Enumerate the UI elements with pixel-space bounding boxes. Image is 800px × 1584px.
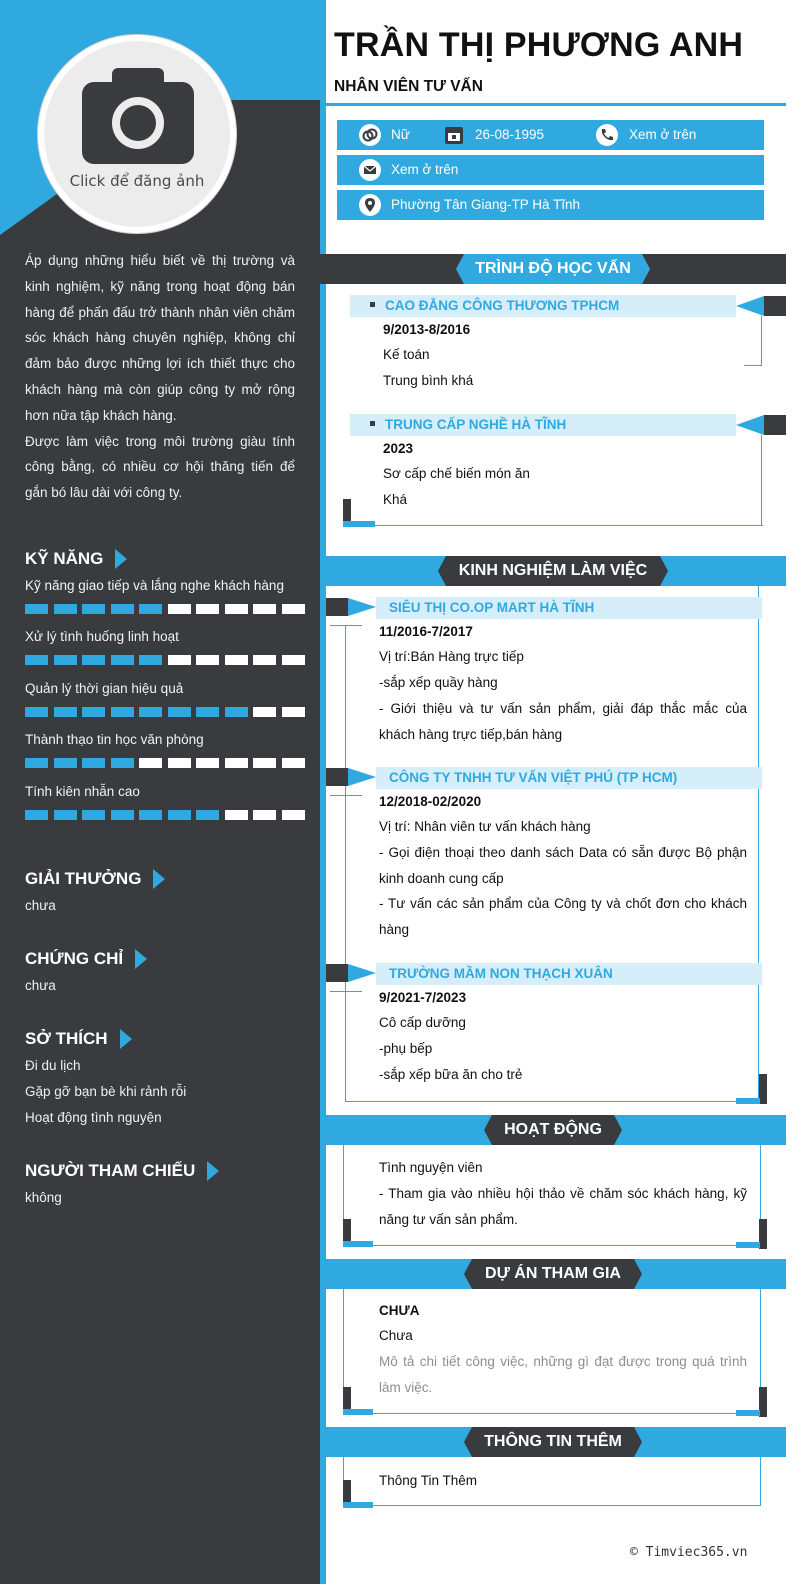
- skill-rating-segment: [196, 810, 219, 820]
- education-header: [320, 254, 786, 284]
- skill-rating-segment: [54, 810, 77, 820]
- email-value[interactable]: Xem ở trên: [391, 162, 459, 177]
- phone-icon: [596, 124, 618, 146]
- skill-rating-segment: [111, 707, 134, 717]
- activity-line: - Tham gia vào nhiều hội thảo về chăm sóc khách hàng, kỹ năng tư vấn sản phẩm.: [379, 1186, 747, 1227]
- skill-rating-segment: [82, 707, 105, 717]
- experience-line: - Giới thiệu và tư vấn sản phẩm, giải đáp thắc mắc của khách hàng trực tiếp,bán hàng: [379, 701, 747, 742]
- experience-time: 9/2021-7/2023: [379, 990, 467, 1005]
- skill-rating-segment: [111, 604, 134, 614]
- projects-header: [320, 1259, 786, 1289]
- education-marker-block: [764, 296, 786, 316]
- calendar-icon: [443, 124, 465, 146]
- experience-line: -sắp xếp bữa ăn cho trẻ: [379, 1067, 523, 1082]
- skill-rating-bar: [25, 707, 305, 717]
- skill-rating-segment: [225, 758, 248, 768]
- extra-info-header: [320, 1427, 786, 1457]
- email-icon: [359, 159, 381, 181]
- date-of-birth: 26-08-1995: [475, 127, 545, 142]
- education-grade: Khá: [383, 492, 408, 507]
- objective-paragraph: Được làm việc trong môi trường giàu tính công bằng, có nhiều cơ hội thăng tiến để gắn bó lâu dài với công ty.: [25, 433, 295, 501]
- hobbies-heading: SỞ THÍCH: [25, 1028, 132, 1050]
- skill-rating-segment: [25, 758, 48, 768]
- skill-rating-segment: [25, 810, 48, 820]
- extra-info-heading: THÔNG TIN THÊM: [484, 1433, 622, 1450]
- triangle-arrow-icon: [135, 949, 147, 969]
- skill-rating-segment: [82, 655, 105, 665]
- objective-paragraph: Áp dụng những hiểu biết về thị trường và kinh nghiệm, kỹ năng trong hoạt động bán hàng để phấn đấu trở thành nhân viên chăm sóc khách hàng chuyên nghiệp, không chỉ đảm bảo được những lợi ích thiết thực cho khách hàng mà còn giúp công ty mở rộng hơn nữa tập khách hàng.: [25, 253, 295, 423]
- skill-rating-segment: [253, 707, 276, 717]
- projects-heading: DỰ ÁN THAM GIA: [485, 1265, 621, 1282]
- skill-rating-segment: [282, 707, 305, 717]
- skill-rating-segment: [282, 810, 305, 820]
- activities-header: [320, 1115, 786, 1145]
- skill-name: Thành thạo tin học văn phòng: [25, 732, 204, 747]
- column-divider: [320, 0, 326, 1584]
- experience-heading: KINH NGHIỆM LÀM VIỆC: [458, 562, 648, 579]
- skill-rating-segment: [54, 655, 77, 665]
- skill-rating-segment: [225, 707, 248, 717]
- skill-rating-segment: [225, 655, 248, 665]
- skill-rating-segment: [82, 604, 105, 614]
- skill-rating-segment: [82, 810, 105, 820]
- experience-time: 11/2016-7/2017: [379, 624, 473, 639]
- skill-rating-segment: [225, 810, 248, 820]
- hobby-item: Đi du lịch: [25, 1058, 81, 1073]
- address-value: Phường Tân Giang-TP Hà Tĩnh: [391, 197, 580, 212]
- skill-rating-segment: [196, 604, 219, 614]
- skill-rating-segment: [25, 604, 48, 614]
- awards-heading: GIẢI THƯỞNG: [25, 868, 165, 890]
- skill-rating-segment: [225, 604, 248, 614]
- awards-text: chưa: [25, 898, 56, 913]
- phone-value[interactable]: Xem ở trên: [629, 127, 697, 142]
- education-grade: Trung bình khá: [383, 373, 474, 388]
- skill-rating-segment: [168, 810, 191, 820]
- education-marker-block: [764, 415, 786, 435]
- skill-rating-segment: [54, 604, 77, 614]
- activity-line: Tình nguyện viên: [379, 1160, 483, 1175]
- hobby-item: Hoạt động tình nguyện: [25, 1110, 162, 1125]
- skill-rating-segment: [111, 810, 134, 820]
- education-time: 2023: [383, 441, 414, 456]
- skill-rating-bar: [25, 655, 305, 665]
- gender-icon: [359, 124, 381, 146]
- experience-company: SIÊU THỊ CO.OP MART HÀ TĨNH: [376, 597, 762, 619]
- skill-rating-segment: [54, 707, 77, 717]
- certificates-heading: CHỨNG CHỈ: [25, 948, 147, 970]
- title-underline: [326, 103, 786, 106]
- skill-rating-segment: [168, 604, 191, 614]
- education-school: CAO ĐẲNG CÔNG THƯƠNG TPHCM: [350, 295, 736, 317]
- triangle-arrow-icon: [115, 549, 127, 569]
- skill-rating-segment: [25, 655, 48, 665]
- triangle-arrow-icon: [120, 1029, 132, 1049]
- experience-line: Vị trí:Bán Hàng trực tiếp: [379, 649, 524, 664]
- job-title: NHÂN VIÊN TƯ VẤN: [334, 78, 483, 95]
- skill-rating-segment: [54, 758, 77, 768]
- skill-rating-segment: [253, 758, 276, 768]
- extra-info-text: Thông Tin Thêm: [379, 1473, 478, 1488]
- certificates-text: chưa: [25, 978, 56, 993]
- education-major: Sơ cấp chế biến món ăn: [383, 466, 530, 481]
- skill-rating-bar: [25, 758, 305, 768]
- project-description: Mô tả chi tiết công việc, những gì đạt được trong quá trình làm việc.: [379, 1354, 747, 1395]
- candidate-name: TRẦN THỊ PHƯƠNG ANH: [334, 26, 744, 64]
- skill-rating-segment: [111, 655, 134, 665]
- experience-line: - Tư vấn các sản phẩm của Công ty và chốt đơn cho khách hàng: [379, 896, 747, 937]
- skill-rating-segment: [82, 758, 105, 768]
- skill-rating-segment: [25, 707, 48, 717]
- skill-rating-segment: [111, 758, 134, 768]
- triangle-arrow-icon: [153, 869, 165, 889]
- experience-line: -phụ bếp: [379, 1041, 433, 1056]
- skill-rating-segment: [168, 655, 191, 665]
- skill-rating-segment: [139, 655, 162, 665]
- education-marker: [736, 415, 764, 435]
- experience-time: 12/2018-02/2020: [379, 794, 482, 809]
- education-time: 9/2013-8/2016: [383, 322, 471, 337]
- education-marker: [736, 296, 764, 316]
- skill-rating-bar: [25, 604, 305, 614]
- skill-rating-segment: [139, 810, 162, 820]
- education-major: Kế toán: [383, 347, 430, 362]
- contact-bar: [337, 120, 764, 150]
- project-role: Chưa: [379, 1328, 413, 1343]
- skill-name: Xử lý tình huống linh hoạt: [25, 629, 179, 644]
- project-name: CHƯA: [379, 1303, 420, 1318]
- skill-name: Quản lý thời gian hiệu quả: [25, 681, 184, 696]
- experience-line: -sắp xếp quầy hàng: [379, 675, 498, 690]
- career-objective: [25, 248, 295, 506]
- references-heading: NGƯỜI THAM CHIẾU: [25, 1160, 219, 1182]
- camera-icon[interactable]: [82, 68, 194, 164]
- skill-rating-segment: [139, 707, 162, 717]
- activities-heading: HOẠT ĐỘNG: [504, 1121, 602, 1138]
- skill-rating-segment: [168, 707, 191, 717]
- skill-rating-segment: [253, 655, 276, 665]
- skill-rating-segment: [253, 604, 276, 614]
- references-text: không: [25, 1190, 62, 1205]
- skill-rating-segment: [196, 758, 219, 768]
- skill-rating-segment: [196, 655, 219, 665]
- experience-company: TRƯỜNG MẦM NON THẠCH XUÂN: [376, 963, 762, 985]
- skill-rating-segment: [196, 707, 219, 717]
- education-heading: TRÌNH ĐỘ HỌC VẤN: [475, 260, 631, 277]
- hobby-item: Gặp gỡ bạn bè khi rảnh rỗi: [25, 1084, 187, 1099]
- skills-heading: KỸ NĂNG: [25, 548, 127, 570]
- experience-line: Cô cấp dưỡng: [379, 1015, 466, 1030]
- experience-line: Vị trí: Nhân viên tư vấn khách hàng: [379, 819, 591, 834]
- contact-bar: [337, 155, 764, 185]
- skill-rating-segment: [139, 758, 162, 768]
- skill-rating-bar: [25, 810, 305, 820]
- footer-watermark: © Timviec365.vn: [630, 1545, 748, 1560]
- skill-rating-segment: [253, 810, 276, 820]
- experience-header: [320, 556, 786, 586]
- skill-rating-segment: [282, 758, 305, 768]
- triangle-arrow-icon: [207, 1161, 219, 1181]
- skill-name: Kỹ năng giao tiếp và lắng nghe khách hàng: [25, 578, 284, 593]
- education-school: TRUNG CẤP NGHỀ HÀ TĨNH: [350, 414, 736, 436]
- skill-rating-segment: [282, 604, 305, 614]
- experience-company: CÔNG TY TNHH TƯ VẤN VIỆT PHÚ (TP HCM): [376, 767, 762, 789]
- skill-rating-segment: [282, 655, 305, 665]
- skill-rating-segment: [168, 758, 191, 768]
- skill-rating-segment: [139, 604, 162, 614]
- skill-name: Tính kiên nhẫn cao: [25, 784, 140, 799]
- gender-value: Nữ: [391, 127, 410, 142]
- photo-upload-label[interactable]: Click để đăng ảnh: [69, 172, 205, 190]
- location-pin-icon: [359, 194, 381, 216]
- contact-bar: [337, 190, 764, 220]
- experience-line: - Gọi điện thoại theo danh sách Data có sẵn được Bộ phận kinh doanh cung cấp: [379, 845, 747, 886]
